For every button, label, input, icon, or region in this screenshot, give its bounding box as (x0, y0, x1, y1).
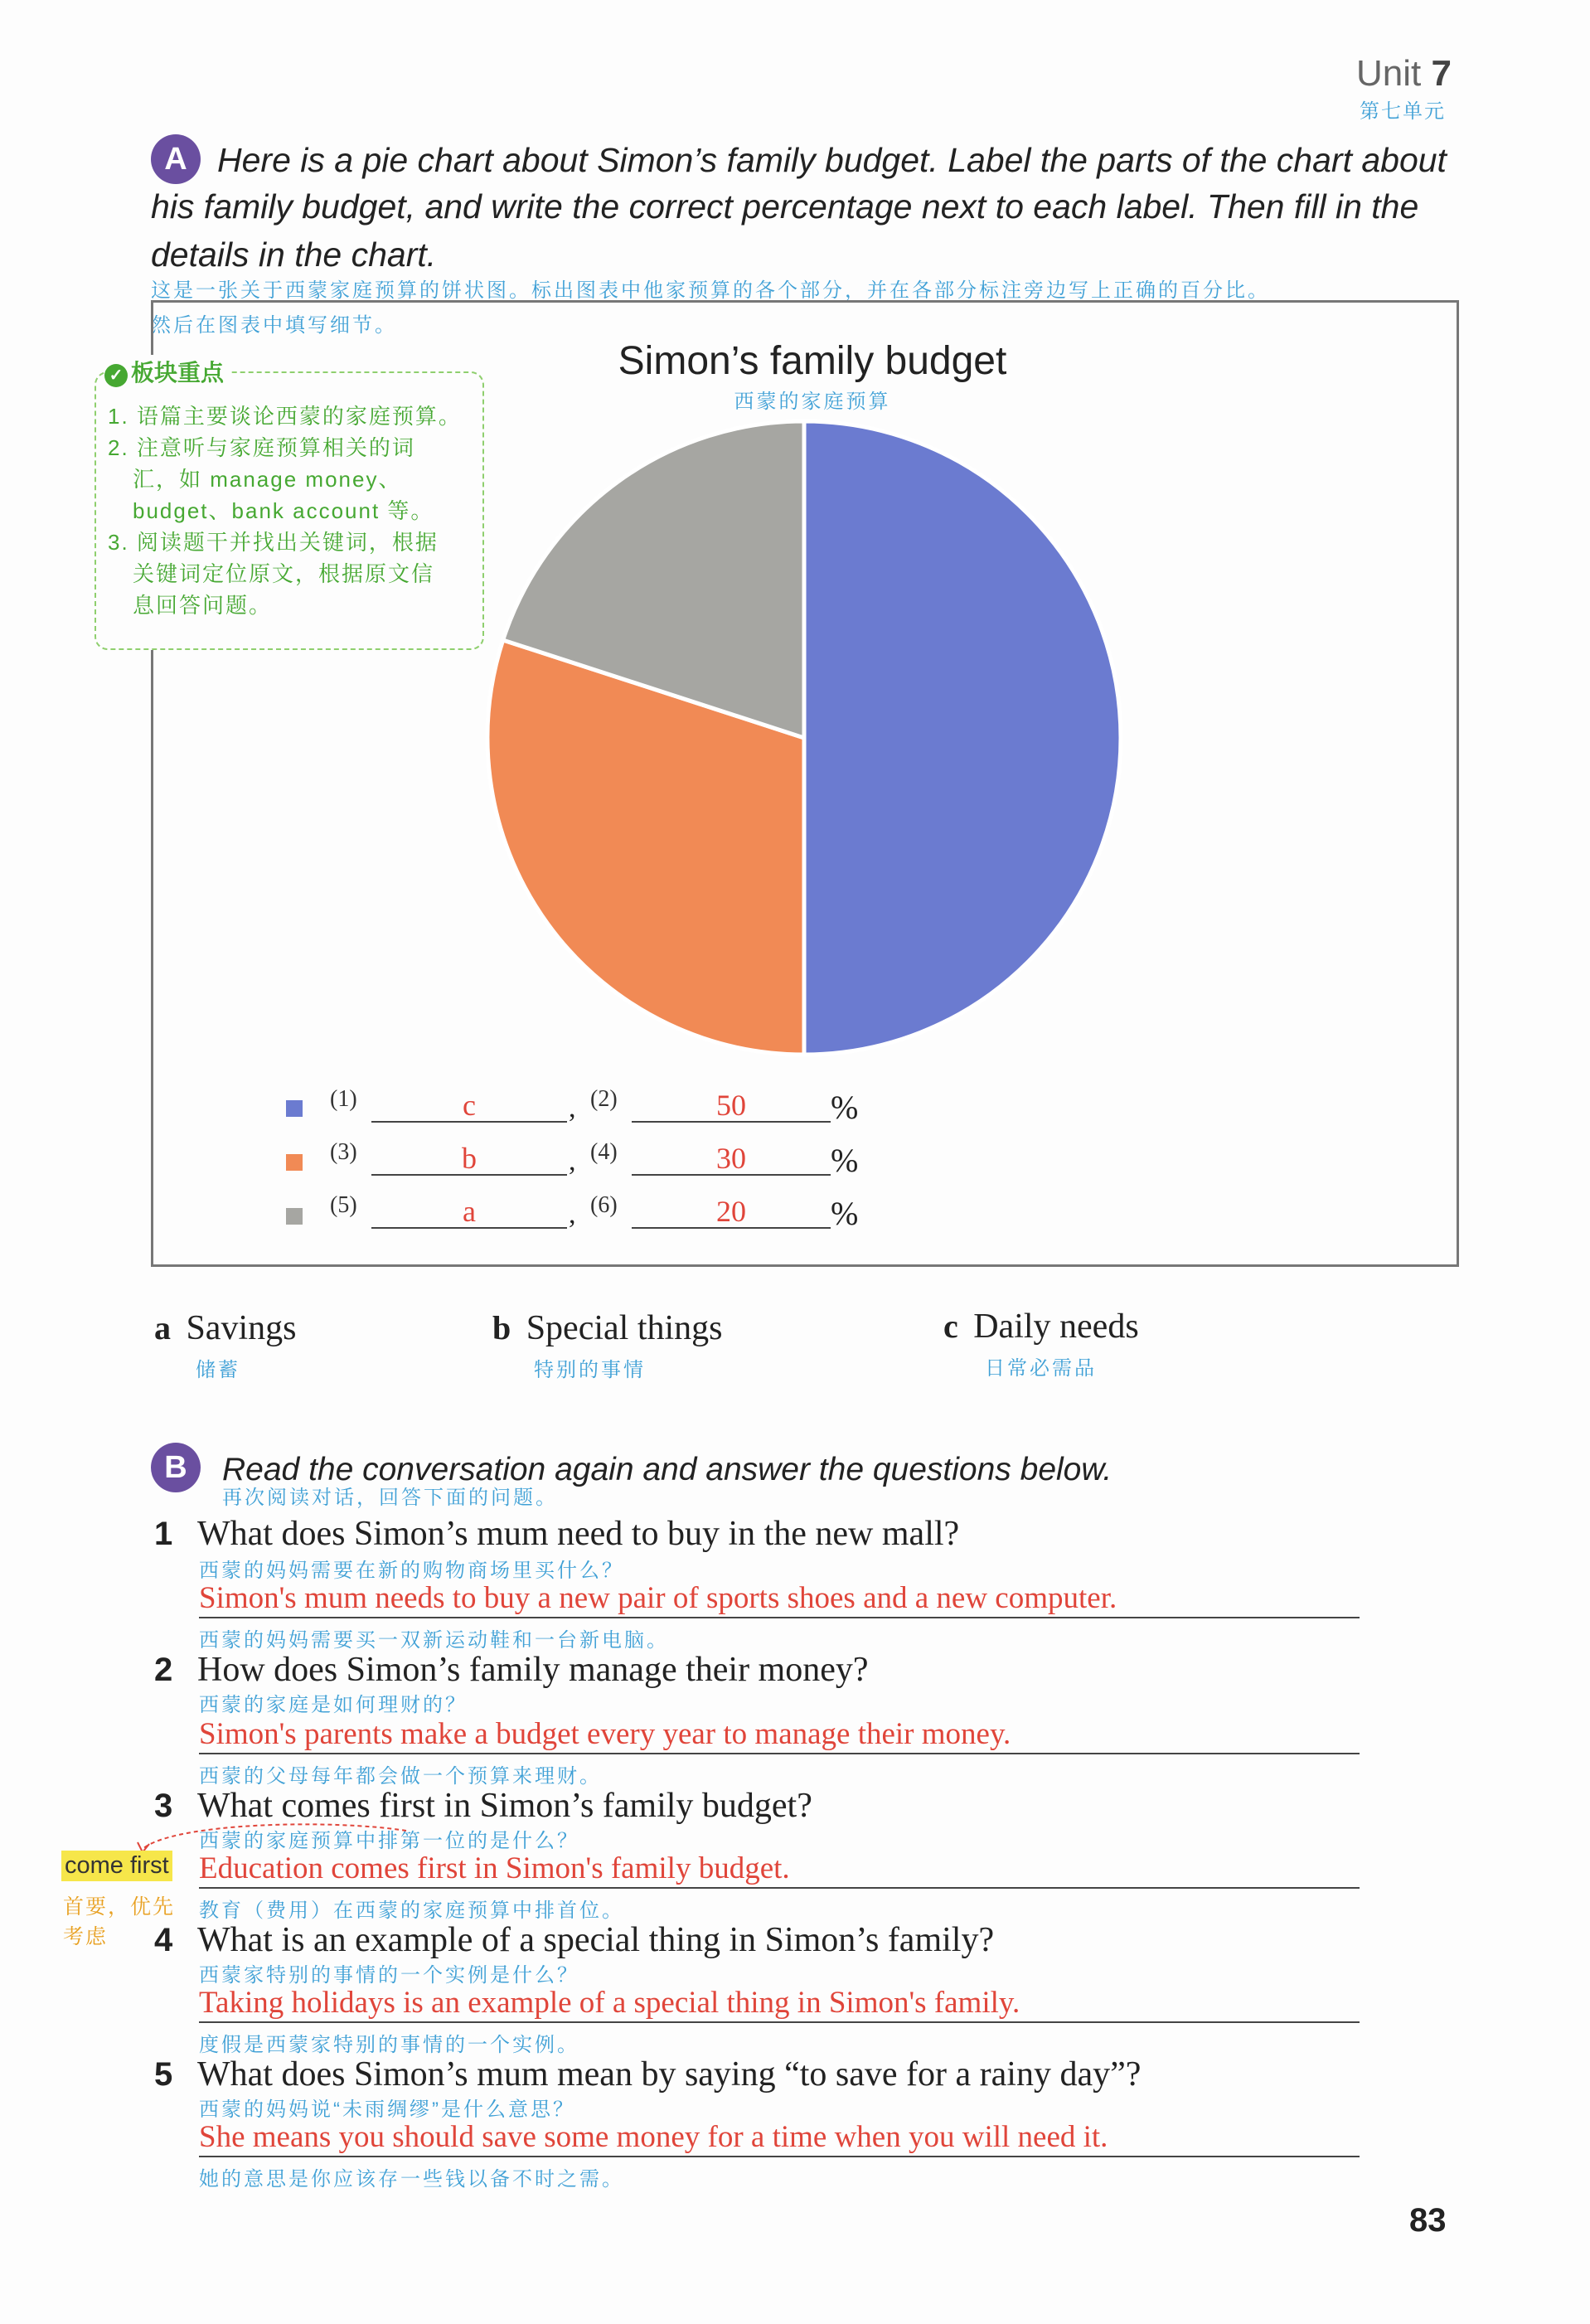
answer-text: She means you should save some money for a time when you will need it. (199, 2120, 1108, 2154)
section-a-instruction-line2: his family budget, and write the correct percentage next to each label. Then fill in the (151, 187, 1419, 226)
answer-text: Education comes first in Simon's family budget. (199, 1851, 790, 1885)
label-answer: b (462, 1142, 477, 1175)
answer-cn: 她的意思是你应该存一些钱以备不时之需。 (199, 2168, 624, 2191)
percentage-answer: 20 (716, 1195, 746, 1228)
chart-title-cn: 西蒙的家庭预算 (734, 391, 891, 413)
question-number: 3 (154, 1788, 173, 1824)
section-a-cn-line1: 这是一张关于西蒙家庭预算的饼状图。标出图表中他家预算的各个部分，并在各部分标注旁边写上正确的百分比。 (151, 279, 1270, 302)
section-a-cn-line2: 然后在图表中填写细节。 (151, 314, 397, 337)
section-b-instruction: Read the conversation again and answer the questions below. (222, 1452, 1113, 1487)
side-note-cn-line2: 考虑 (63, 1925, 109, 1948)
blank-number: (5) (330, 1192, 357, 1218)
question-number: 2 (154, 1652, 173, 1688)
question-cn: 西蒙的家庭是如何理财的？ (199, 1694, 468, 1716)
option-text: Daily needs (973, 1308, 1139, 1346)
comma: , (569, 1146, 576, 1177)
percentage-answer: 50 (716, 1089, 746, 1122)
question-text: What does Simon’s mum need to buy in the new mall? (197, 1515, 960, 1553)
comma: , (569, 1093, 576, 1123)
option-c-cn: 日常必需品 (985, 1357, 1097, 1380)
key-points-line: 2. 注意听与家庭预算相关的词 (108, 435, 415, 460)
section-a-badge: A (151, 134, 201, 184)
option-letter: a (154, 1309, 171, 1346)
answer-text: Simon's mum needs to buy a new pair of sports shoes and a new computer. (199, 1581, 1117, 1615)
blank-number: (4) (590, 1139, 618, 1165)
side-note-phrase: come first (61, 1851, 172, 1881)
chart-title: Simon’s family budget (618, 339, 1007, 383)
answer-line[interactable] (199, 1617, 1360, 1618)
answer-line[interactable] (199, 2021, 1360, 2023)
answer-text: Taking holidays is an example of a special thing in Simon's family. (199, 1986, 1020, 2020)
question-number: 4 (154, 1922, 173, 1958)
lightbulb-icon: ✓ (104, 364, 128, 387)
question-cn: 西蒙的妈妈需要在新的购物商场里买什么？ (199, 1560, 624, 1582)
comma: , (569, 1199, 576, 1230)
section-b-badge: B (151, 1443, 201, 1492)
blank-number: (2) (590, 1086, 618, 1112)
option-b-cn: 特别的事情 (534, 1359, 646, 1381)
page-number: 83 (1409, 2202, 1447, 2239)
answer-text: Simon's parents make a budget every year to manage their money. (199, 1717, 1011, 1751)
question-text: How does Simon’s family manage their money? (197, 1651, 869, 1689)
option-a-cn: 储蓄 (196, 1359, 240, 1381)
option-letter: b (492, 1309, 511, 1346)
percent-sign: % (831, 1195, 859, 1232)
option-a (154, 1308, 296, 1348)
budget-pie-chart (481, 415, 1127, 1061)
percent-sign: % (831, 1089, 859, 1126)
key-points-line: 关键词定位原文，根据原文信 (133, 561, 435, 586)
label-answer: a (463, 1195, 476, 1228)
answer-line[interactable] (199, 1887, 1360, 1889)
blank-number: (1) (330, 1086, 357, 1112)
question-cn: 西蒙家特别的事情的一个实例是什么？ (199, 1964, 579, 1987)
legend-swatch (286, 1208, 303, 1225)
answer-cn: 西蒙的父母每年都会做一个预算来理财。 (199, 1765, 602, 1788)
label-answer: c (463, 1089, 476, 1122)
legend-swatch (286, 1154, 303, 1171)
key-points-line: budget、bank account 等。 (133, 498, 434, 523)
answer-line[interactable] (199, 2156, 1360, 2157)
option-c (943, 1307, 1139, 1346)
pie-slice-1 (804, 421, 1121, 1055)
key-points-line: 3. 阅读题干并找出关键词，根据 (108, 530, 439, 555)
key-points-line: 1. 语篇主要谈论西蒙的家庭预算。 (108, 404, 462, 429)
question-text: What does Simon’s mum mean by saying “to save for a rainy day”? (197, 2055, 1142, 2094)
percentage-answer: 30 (716, 1142, 746, 1175)
answer-line[interactable] (199, 1753, 1360, 1754)
question-text: What is an example of a special thing in Simon’s family? (197, 1921, 995, 1959)
key-points-line: 汇，如 manage money、 (133, 467, 402, 492)
section-b-instruction-cn: 再次阅读对话，回答下面的问题。 (222, 1487, 558, 1509)
option-text: Savings (186, 1309, 297, 1347)
blank-number: (6) (590, 1192, 618, 1218)
unit-label: Unit 7 (1356, 53, 1452, 94)
answer-cn: 度假是西蒙家特别的事情的一个实例。 (199, 2034, 579, 2056)
question-number: 5 (154, 2056, 173, 2093)
option-b (492, 1308, 723, 1348)
option-letter: c (943, 1308, 958, 1345)
question-text: What comes first in Simon’s family budget? (197, 1787, 812, 1825)
side-note-cn-line1: 首要，优先 (63, 1895, 176, 1919)
key-points-line: 息回答问题。 (133, 593, 273, 618)
blank-number: (3) (330, 1139, 357, 1165)
percent-sign: % (831, 1142, 859, 1179)
option-text: Special things (526, 1309, 723, 1347)
unit-label-cn: 第七单元 (1360, 100, 1446, 123)
answer-cn: 教育（费用）在西蒙的家庭预算中排首位。 (199, 1899, 624, 1922)
question-cn: 西蒙的家庭预算中排第一位的是什么？ (199, 1830, 579, 1852)
question-number: 1 (154, 1516, 173, 1552)
key-points-title: ✓ 板块重点 (104, 355, 230, 388)
legend-swatch (286, 1100, 303, 1117)
answer-cn: 西蒙的妈妈需要买一双新运动鞋和一台新电脑。 (199, 1629, 669, 1652)
question-cn: 西蒙的妈妈说“未雨绸缪”是什么意思？ (199, 2098, 575, 2121)
section-a-instruction-line3: details in the chart. (151, 235, 437, 274)
section-a-instruction-line1: Here is a pie chart about Simon’s family budget. Label the parts of the chart about (217, 141, 1447, 179)
